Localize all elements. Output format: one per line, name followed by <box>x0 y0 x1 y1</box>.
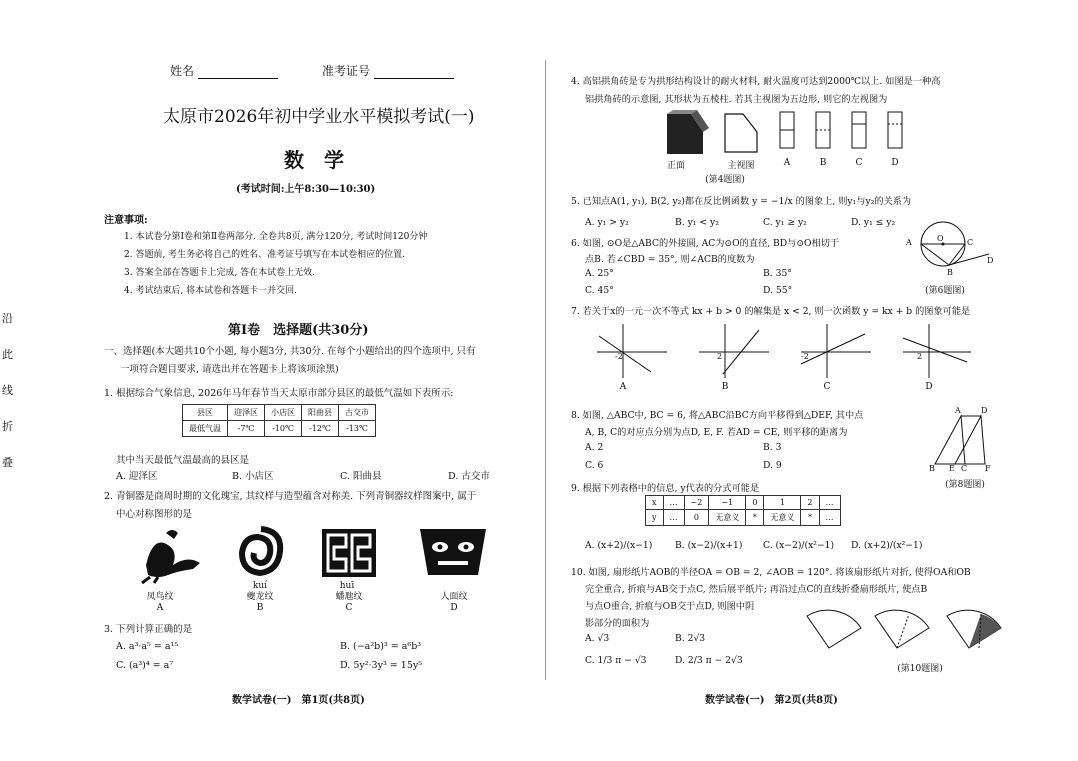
binding-char: 沿 <box>2 312 13 325</box>
q6-label: C <box>967 238 974 247</box>
section-instruction: 一项符合题目要求, 请选出并在答题卡上将该项涂黑) <box>120 364 339 375</box>
q6-label: A <box>906 238 912 247</box>
q10-sector-figures <box>801 608 1011 658</box>
ticket-label: 准考证号 <box>322 64 371 78</box>
left-view-c-icon[interactable] <box>849 110 869 150</box>
q8-stem: 8. 如图, △ABC中, BC = 6, 将△ABC沿BC方向平移得到△DEF, 其中点 <box>571 410 864 421</box>
q1-cell: 小店区 <box>265 405 302 421</box>
section-title: 第Ⅰ卷 选择题(共30分) <box>228 323 369 338</box>
human-face-pattern-icon[interactable] <box>418 525 488 583</box>
q2-stem: 中心对称图形的是 <box>116 509 193 520</box>
q8-label: A <box>955 406 961 415</box>
q6-label: D <box>987 256 994 265</box>
q2-option-c[interactable]: C <box>345 603 353 613</box>
q7-tick: 2 <box>917 352 923 361</box>
q1-ask: 其中当天最低气温最高的县区是 <box>116 455 250 466</box>
q9-cell: * <box>746 510 764 526</box>
q7-option-c[interactable]: C <box>823 382 831 392</box>
q10-option-a[interactable]: A. √3 <box>585 633 610 644</box>
q2-name-d: 人面纹 <box>440 592 468 602</box>
q10-option-c[interactable]: C. 1/3 π − √3 <box>585 655 647 666</box>
panhui-pattern-icon[interactable] <box>320 527 378 579</box>
q6-option-c[interactable]: C. 45° <box>585 285 614 296</box>
ticket-blank[interactable] <box>374 68 454 79</box>
note-item: 3. 答案全部在答题卡上完成, 答在本试卷上无效. <box>124 268 316 278</box>
q2-name-c: 蟠虺纹 <box>335 592 363 602</box>
q7-graphs <box>591 320 971 380</box>
q2-pinyin: kuí <box>252 581 268 591</box>
q2-stem: 2. 青铜器是商周时期的文化瑰宝, 其纹样与造型蕴含对称美. 下列青铜器纹样图案中, 属于 <box>104 491 477 502</box>
q3-stem: 3. 下列计算正确的是 <box>104 624 193 635</box>
brick-main-view-icon <box>721 110 761 156</box>
q4-option-a[interactable]: A <box>783 158 791 168</box>
subject-title: 数 学 <box>284 148 344 172</box>
note-item: 2. 答题前, 考生务必将自己的姓名、准考证号填写在本试卷相应的位置. <box>124 250 406 260</box>
q10-stem: 完全重合, 折痕与AB交于点C, 然后展平纸片; 再沿过点C的直线折叠扇形纸片, 使点B <box>585 584 928 595</box>
q1-cell: 古交市 <box>339 405 376 421</box>
kui-dragon-pattern-icon[interactable] <box>236 525 286 580</box>
ticket-field[interactable] <box>322 62 454 79</box>
q8-stem: A, B, C的对应点分别为点D, E, F. 若AD = CE, 则平移的距离为 <box>585 427 848 438</box>
q8-triangle-figure <box>929 412 999 468</box>
q8-label: D <box>981 406 988 415</box>
q10-caption: (第10题图) <box>897 664 943 674</box>
binding-char: 折 <box>2 420 13 433</box>
q9-stem: 9. 根据下列表格中的信息, y代表的分式可能是 <box>571 483 760 494</box>
name-field[interactable] <box>170 62 278 79</box>
q6-stem: 6. 如图, ⊙O是△ABC的外接圆, AC为⊙O的直径, BD与⊙O相切于 <box>571 238 840 249</box>
q1-cell: -12℃ <box>302 421 339 437</box>
q5-option-c[interactable]: C. y₁ ≥ y₂ <box>763 217 807 228</box>
q2-option-a[interactable]: A <box>156 603 164 613</box>
section-instruction: 一、选择题(本大题共10个小题, 每小题3分, 共30分. 在每个小题给出的四个选项中, 只有 <box>104 346 476 357</box>
q1-cell: 最低气温 <box>183 421 228 437</box>
binding-char: 线 <box>2 384 13 397</box>
q9-cell: 无意义 <box>764 510 801 526</box>
q10-stem: 10. 如图, 扇形纸片AOB的半径OA = OB = 2, ∠AOB = 120°. 将该扇形纸片对折, 使得OA和OB <box>571 567 971 578</box>
q9-cell: 0 <box>746 496 764 510</box>
q6-label: O <box>937 234 944 243</box>
q6-option-d[interactable]: D. 55° <box>763 285 793 296</box>
q7-tick: 2 <box>717 352 723 361</box>
q6-stem: 点B. 若∠CBD = 35°, 则∠ACB的度数为 <box>585 254 755 265</box>
q7-graph-d[interactable] <box>903 324 971 378</box>
binding-char: 此 <box>2 348 13 361</box>
q7-option-a[interactable]: A <box>619 382 627 392</box>
q9-cell: 无意义 <box>709 510 746 526</box>
q9-cell: y <box>646 510 664 526</box>
q1-cell: 县区 <box>183 405 228 421</box>
q5-option-a[interactable]: A. y₁ > y₂ <box>585 217 629 228</box>
q1-table <box>182 404 376 437</box>
q8-label: C <box>961 464 968 473</box>
q7-tick: -2 <box>801 352 809 361</box>
q6-option-b[interactable]: B. 35° <box>763 268 792 279</box>
q1-cell: -7℃ <box>228 421 265 437</box>
page-footer: 数学试卷(一) 第1页(共8页) <box>232 695 365 706</box>
q1-option-c[interactable]: C. 阳曲县 <box>340 471 382 482</box>
q9-cell: −1 <box>709 496 746 510</box>
front-label: 正面 <box>666 161 685 171</box>
q8-label: F <box>985 464 991 473</box>
q6-option-a[interactable]: A. 25° <box>585 268 614 279</box>
q9-option-b[interactable]: B. (x−2)/(x+1) <box>675 540 743 551</box>
name-label: 姓名 <box>170 64 195 78</box>
q9-option-a[interactable]: A. (x+2)/(x−1) <box>585 540 653 551</box>
q8-option-d[interactable]: D. 9 <box>763 460 782 471</box>
q7-tick: -2 <box>615 352 623 361</box>
q5-option-b[interactable]: B. y₁ < y₂ <box>675 217 719 228</box>
left-view-a-icon[interactable] <box>777 110 797 150</box>
q7-graph-b[interactable] <box>699 324 769 378</box>
q9-cell: … <box>663 510 684 526</box>
q7-graph-c[interactable] <box>801 324 871 378</box>
q1-option-b[interactable]: B. 小店区 <box>232 471 274 482</box>
q8-label: E <box>949 464 955 473</box>
exam-title: 太原市2026年初中学业水平模拟考试(一) <box>163 107 475 127</box>
q9-option-c[interactable]: C. (x−2)/(x²−1) <box>763 540 835 551</box>
q3-option-a[interactable]: A. a³·a⁵ = a¹⁵ <box>116 641 179 652</box>
q10-option-b[interactable]: B. 2√3 <box>675 633 706 644</box>
q9-option-d[interactable]: D. (x+2)/(x²−1) <box>851 540 923 551</box>
q1-stem: 1. 根据综合气象信息, 2026年马年春节当天太原市部分县区的最低气温如下表所示: <box>104 388 454 399</box>
exam-page-2 <box>545 0 1078 761</box>
binding-char: 叠 <box>2 456 13 469</box>
q6-label: B <box>947 268 953 277</box>
note-item: 1. 本试卷分第Ⅰ卷和第Ⅱ卷两部分. 全卷共8页, 满分120分, 考试时间120分钟 <box>124 232 428 242</box>
q7-option-b[interactable]: B <box>721 382 729 392</box>
q6-caption: (第6题图) <box>925 286 965 296</box>
q9-cell: x <box>646 496 664 510</box>
left-view-d-icon[interactable] <box>885 110 905 150</box>
q9-cell: 1 <box>764 496 801 510</box>
q1-cell: 阳曲县 <box>302 405 339 421</box>
name-blank[interactable] <box>198 68 278 79</box>
note-item: 4. 考试结束后, 将本试卷和答题卡一并交回. <box>124 286 298 296</box>
q5-option-d[interactable]: D. y₁ ≤ y₂ <box>851 217 896 228</box>
q4-option-b[interactable]: B <box>819 158 827 168</box>
q1-option-d[interactable]: D. 古交市 <box>448 471 490 482</box>
q4-caption: (第4题图) <box>705 175 745 185</box>
q2-name-a: 凤鸟纹 <box>146 592 174 602</box>
q8-caption: (第8题图) <box>945 480 985 490</box>
q2-name-b: 夔龙纹 <box>246 592 274 602</box>
left-view-b-icon[interactable] <box>813 110 833 150</box>
q7-option-d[interactable]: D <box>925 382 933 392</box>
q9-cell: … <box>819 510 840 526</box>
q9-cell: … <box>663 496 684 510</box>
q10-stem: 与点O重合, 折痕与OB交于点D, 则图中阴 <box>585 601 755 612</box>
q7-stem: 7. 若关于x的一元一次不等式 kx + b > 0 的解集是 x < 2, 则一次函数 y = kx + b 的图象可能是 <box>571 306 971 317</box>
q3-option-d[interactable]: D. 5y²·3y³ = 15y⁵ <box>340 660 423 671</box>
q10-option-d[interactable]: D. 2/3 π − 2√3 <box>675 655 743 666</box>
notes-title: 注意事项: <box>104 215 148 226</box>
q8-option-a[interactable]: A. 2 <box>585 442 604 453</box>
phoenix-pattern-icon[interactable] <box>138 525 208 585</box>
q8-option-c[interactable]: C. 6 <box>585 460 604 471</box>
q9-cell: 2 <box>801 496 819 510</box>
q1-cell: 迎泽区 <box>228 405 265 421</box>
main-view-label: 主视图 <box>727 161 755 171</box>
q2-pinyin: huī <box>339 581 355 591</box>
q7-graph-a[interactable] <box>597 324 667 378</box>
q9-cell: … <box>819 496 840 510</box>
q1-cell: -10℃ <box>265 421 302 437</box>
q2-option-d[interactable]: D <box>450 603 458 613</box>
q4-stem: 铝拱角砖的示意图, 其形状为五棱柱. 若其主视图为五边形, 则它的左视图为 <box>585 94 888 105</box>
q9-cell: −2 <box>684 496 709 510</box>
exam-time: (考试时间:上午8:30—10:30) <box>236 184 376 195</box>
q4-option-d[interactable]: D <box>891 158 899 168</box>
q4-option-c[interactable]: C <box>855 158 863 168</box>
q3-option-c[interactable]: C. (a³)⁴ = a⁷ <box>116 660 174 671</box>
q9-cell: 0 <box>684 510 709 526</box>
page-footer: 数学试卷(一) 第2页(共8页) <box>705 695 838 706</box>
q8-label: B <box>929 464 935 473</box>
q9-cell: * <box>801 510 819 526</box>
q5-stem: 5. 已知点A(1, y₁), B(2, y₂)都在反比例函数 y = −1/x 的图象上, 则y₁与y₂的关系为 <box>571 196 912 207</box>
q8-option-b[interactable]: B. 3 <box>763 442 782 453</box>
q2-option-b[interactable]: B <box>256 603 264 613</box>
q4-stem: 4. 高铝拱角砖是专为拱形结构设计的耐火材料, 耐火温度可达到2000℃以上. 如图是一种高 <box>571 76 941 87</box>
q10-stem: 影部分的面积为 <box>585 618 650 629</box>
q9-table <box>645 495 841 526</box>
q3-option-b[interactable]: B. (−a²b)³ = a⁶b³ <box>340 641 422 652</box>
brick-solid-icon <box>663 108 713 158</box>
q1-cell: -13℃ <box>339 421 376 437</box>
q1-option-a[interactable]: A. 迎泽区 <box>116 471 158 482</box>
